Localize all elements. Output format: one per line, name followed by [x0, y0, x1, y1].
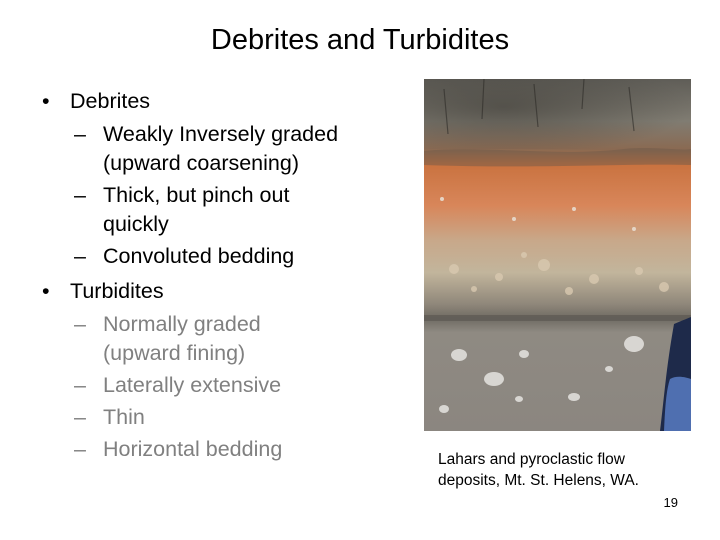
photo-caption: Lahars and pyroclastic flow deposits, Mt. St. Helens, WA.	[438, 451, 639, 489]
sub-bullet-text: Convoluted bedding	[103, 244, 295, 268]
bullet-turbidites	[42, 275, 342, 307]
dash-icon: –	[74, 183, 86, 207]
sub-bullet-text: Weakly Inversely graded (upward coarsening)	[103, 122, 339, 175]
outcrop-photo	[424, 79, 691, 431]
sub-bullet	[42, 435, 342, 464]
sub-bullet-text: Normally graded (upward fining)	[103, 312, 261, 365]
sub-bullet-text: Thin	[103, 405, 145, 429]
sub-bullet	[42, 242, 342, 271]
bullet-label: Turbidites	[70, 279, 164, 303]
bullet-label: Debrites	[70, 89, 151, 113]
sub-bullet-text: Thick, but pinch out quickly	[103, 183, 290, 236]
bullet-dot-icon: •	[42, 89, 50, 113]
dash-icon: –	[74, 312, 86, 336]
sub-bullet	[42, 181, 342, 239]
dash-icon: –	[74, 122, 86, 146]
dash-icon: –	[74, 437, 86, 461]
dash-icon: –	[74, 373, 86, 397]
bullet-debrites	[42, 85, 342, 117]
slide-title: Debrites and Turbidites	[210, 24, 510, 56]
bullet-dot-icon: •	[42, 279, 50, 303]
sub-bullet-text: Horizontal bedding	[103, 437, 283, 461]
page-number: 19	[663, 495, 678, 510]
dash-icon: –	[74, 244, 86, 268]
sub-bullet-text: Laterally extensive	[103, 373, 282, 397]
sub-bullet	[42, 371, 342, 400]
outcrop-photo-image	[424, 79, 691, 431]
bullet-list	[42, 83, 342, 464]
dash-icon: –	[74, 405, 86, 429]
sub-bullet	[42, 403, 342, 432]
sub-bullet	[42, 310, 342, 368]
sub-bullet	[42, 120, 342, 178]
